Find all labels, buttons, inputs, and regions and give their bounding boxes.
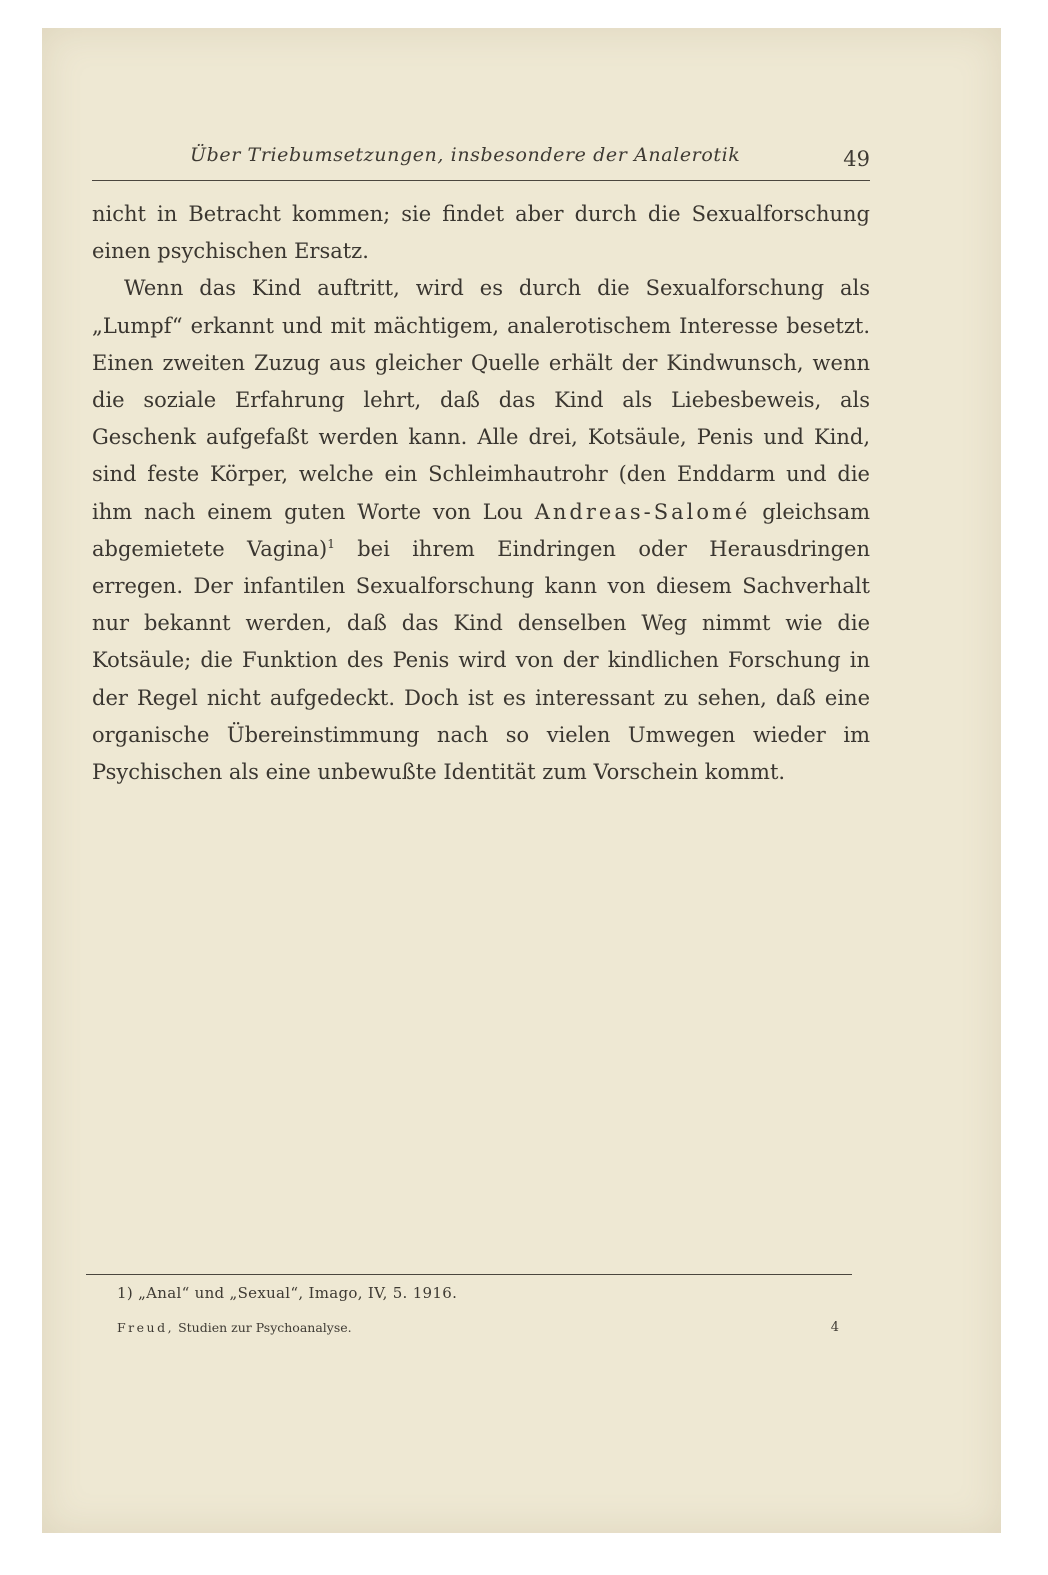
signature-title: Studien zur Psychoanalyse. [178, 1320, 352, 1335]
printer-signature [117, 1320, 847, 1335]
running-title: Über Triebumsetzungen, insbesondere der Analerotik [190, 144, 741, 166]
main-text [92, 196, 870, 791]
paragraph-2-part-a: Wenn das Kind auftritt, wird es durch die Sexualforschung als „Lumpf“ erkannt und mit mächtigem, analerotischem Interesse besetzt. Einen zweiten Zuzug aus gleicher Quelle erhält der Kindwunsch, wenn die soziale Erfahrung lehrt, daß das Kind als Liebesbeweis, als Geschenk aufgefaßt werden kann. Alle drei, Kotsäule, Penis und Kind, sind feste Körper, welche ein Schleimhautrohr (den Enddarm und die ihm nach einem guten Worte von Lou [92, 276, 870, 524]
running-head [92, 144, 870, 176]
author-name-spaced: Andreas-Salomé [534, 499, 751, 524]
footnote: 1) „Anal“ und „Sexual“, Imago, IV, 5. 1916. [117, 1284, 458, 1302]
footnote-rule [86, 1274, 852, 1275]
header-rule [92, 180, 870, 181]
footnote-reference: 1 [327, 536, 335, 551]
page-number: 49 [843, 147, 870, 171]
paragraph-2-part-b: gleichsam abgemietete Vagina) [92, 499, 871, 561]
paragraph-1: nicht in Betracht kommen; sie findet aber durch die Sexualforschung einen psychischen Ersatz. [92, 202, 870, 264]
signature-mark: 4 [830, 1320, 839, 1335]
paragraph-2-part-c: bei ihrem Eindringen oder Herausdringen erregen. Der infantilen Sexualforschung kann von diesem Sachverhalt nur bekannt werden, daß das Kind denselben Weg nimmt wie die Kotsäule; die Funktion des Penis wird von der kindlichen Forschung in der Regel nicht aufgedeckt. Doch ist es interessant zu sehen, daß eine organische Übereinstimmung nach so vielen Umwegen wieder im Psychischen als eine unbewußte Identität zum Vorschein kommt. [92, 536, 870, 785]
paragraph-2 [92, 270, 870, 791]
signature-author: Freud, [117, 1320, 175, 1335]
